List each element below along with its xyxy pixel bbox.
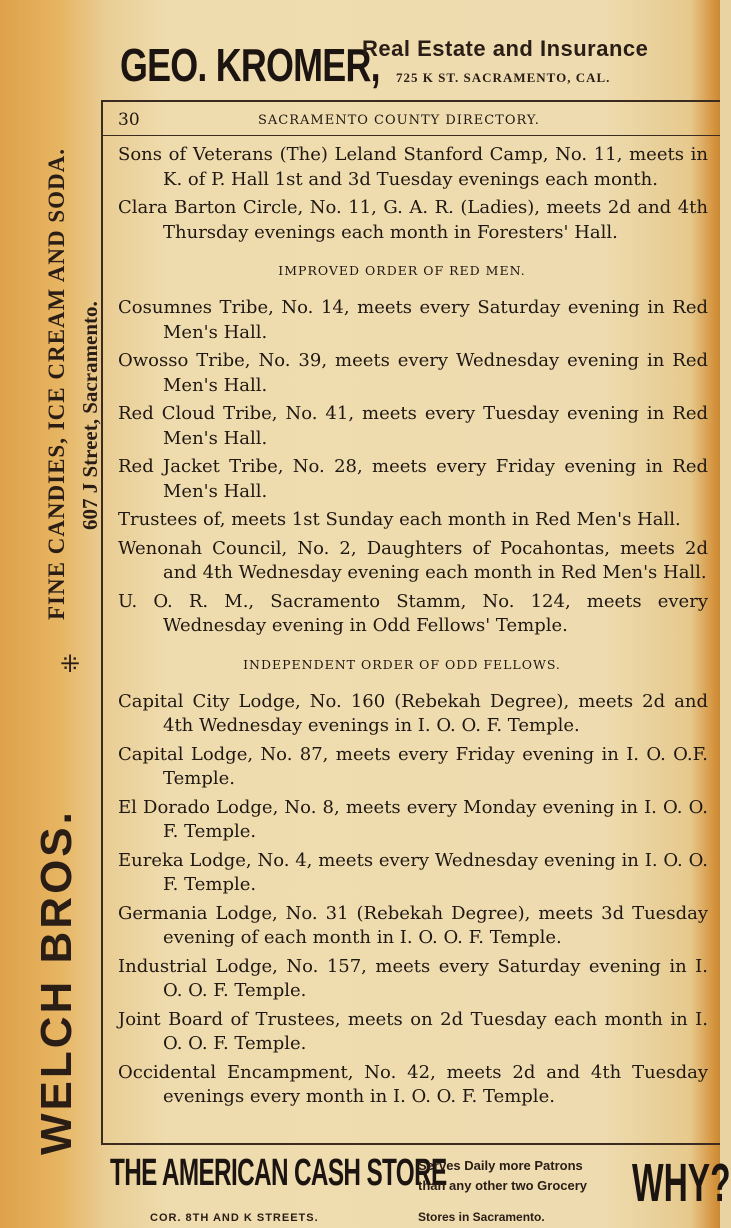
bottom-advertisement: [100, 1146, 731, 1228]
entry-capital-city-lodge: Capital City Lodge, No. 160 (Rebekah Degree), meets 2d and 4th Wednesday evenings in I. O. O. F. Temple.: [118, 690, 708, 736]
entry-cosumnes-tribe: Cosumnes Tribe, No. 14, meets every Saturday evening in Red Men's Hall.: [118, 297, 708, 343]
page-header: [118, 110, 708, 132]
advertiser-tagline: Real Estate and Insurance: [362, 36, 649, 61]
section-heading-odd-fellows: INDEPENDENT ORDER OF ODD FELLOWS.: [243, 656, 561, 672]
store-name: THE AMERICAN CASH STORE: [110, 1152, 447, 1194]
left-ad-company: WELCH BROS.: [32, 809, 81, 1155]
entry-el-dorado-lodge: El Dorado Lodge, No. 8, meets every Monday evening in I. O. O. F. Temple.: [118, 796, 708, 842]
entry-wenonah-council: Wenonah Council, No. 2, Daughters of Pocahontas, meets 2d and 4th Wednesday evening each month in Red Men's Hall.: [118, 537, 708, 583]
section-heading-red-men: IMPROVED ORDER OF RED MEN.: [278, 263, 526, 278]
advertiser-name: GEO. KROMER,: [120, 39, 380, 91]
store-location: COR. 8TH AND K STREETS.: [150, 1212, 319, 1224]
store-claim: [418, 1156, 638, 1196]
entry-red-cloud-tribe: Red Cloud Tribe, No. 41, meets every Tuesday evening in Red Men's Hall.: [118, 403, 708, 449]
entry-sons-of-veterans: Sons of Veterans (The) Leland Stanford Camp, No. 11, meets in K. of P. Hall 1st and 3d Tuesday evenings each month.: [118, 144, 708, 190]
store-claim-line-3: Stores in Sacramento.: [418, 1210, 545, 1224]
page-number: 30: [118, 110, 140, 130]
directory-entries: [118, 143, 708, 1114]
header-rule: [101, 135, 720, 136]
entry-clara-barton-circle: Clara Barton Circle, No. 11, G. A. R. (Ladies), meets 2d and 4th Thursday evenings each month in Foresters' Hall.: [118, 197, 708, 243]
top-advertisement: [100, 28, 720, 98]
entry-uorm-stamm: U. O. R. M., Sacramento Stamm, No. 124, meets every Wednesday evening in Odd Fellows' Temple.: [118, 590, 708, 636]
entry-eureka-lodge: Eureka Lodge, No. 4, meets every Wednesday evening in I. O. O. F. Temple.: [118, 849, 708, 895]
running-title: SACRAMENTO COUNTY DIRECTORY.: [258, 113, 540, 128]
entry-industrial-lodge: Industrial Lodge, No. 157, meets every Saturday evening in I. O. O. F. Temple.: [118, 955, 708, 1001]
left-ad-address: 607 J Street, Sacramento.: [78, 301, 102, 530]
entry-occidental-encampment: Occidental Encampment, No. 42, meets 2d and 4th Tuesday evenings every month in I. O. O. F. Temple.: [118, 1061, 708, 1107]
entry-owosso-tribe: Owosso Tribe, No. 39, meets every Wednesday evening in Red Men's Hall.: [118, 350, 708, 396]
entry-trustees: Trustees of, meets 1st Sunday each month in Red Men's Hall.: [118, 509, 681, 530]
left-ad-product: FINE CANDIES, ICE CREAM AND SODA.: [44, 148, 69, 620]
entry-joint-board: Joint Board of Trustees, meets on 2d Tuesday each month in I. O. O. F. Temple.: [118, 1008, 708, 1054]
store-claim-line-2: than any other two Grocery: [418, 1178, 588, 1193]
entry-red-jacket-tribe: Red Jacket Tribe, No. 28, meets every Friday evening in Red Men's Hall.: [118, 456, 708, 502]
entry-capital-lodge: Capital Lodge, No. 87, meets every Friday evening in I. O. O.F. Temple.: [118, 743, 708, 789]
store-claim-line-1: Serves Daily more Patrons: [418, 1158, 583, 1173]
advertiser-address: 725 K ST. SACRAMENTO, CAL.: [396, 70, 611, 85]
ornament-icon: ⁜: [60, 650, 81, 678]
entry-germania-lodge: Germania Lodge, No. 31 (Rebekah Degree), meets 3d Tuesday evening of each month in I. O. O. F. Temple.: [118, 902, 708, 948]
store-why: WHY?: [632, 1153, 731, 1213]
bottom-rule: [101, 1143, 720, 1145]
